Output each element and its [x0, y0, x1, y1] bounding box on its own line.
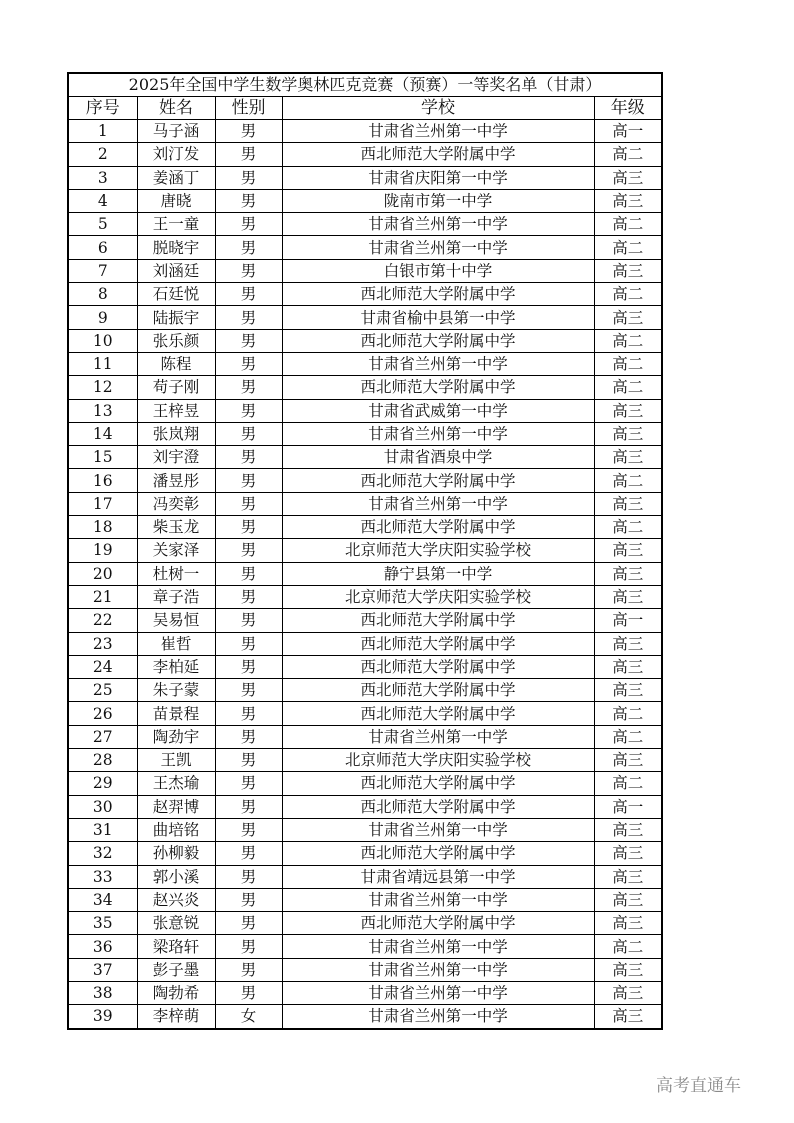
- cell-gender: 男: [215, 772, 282, 795]
- column-header-name: 姓名: [137, 97, 215, 120]
- cell-school: 甘肃省兰州第一中学: [282, 888, 594, 911]
- cell-grade: 高二: [594, 935, 662, 958]
- cell-school: 甘肃省庆阳第一中学: [282, 166, 594, 189]
- cell-name: 潘昱彤: [137, 469, 215, 492]
- cell-grade: 高二: [594, 283, 662, 306]
- cell-grade: 高二: [594, 236, 662, 259]
- cell-gender: 男: [215, 259, 282, 282]
- cell-name: 吴易恒: [137, 609, 215, 632]
- cell-gender: 男: [215, 283, 282, 306]
- cell-school: 西北师范大学附属中学: [282, 329, 594, 352]
- cell-index: 14: [68, 422, 137, 445]
- cell-school: 北京师范大学庆阳实验学校: [282, 585, 594, 608]
- cell-gender: 男: [215, 516, 282, 539]
- cell-index: 28: [68, 749, 137, 772]
- table-row: [68, 399, 662, 422]
- table-row: [68, 725, 662, 748]
- cell-school: 甘肃省榆中县第一中学: [282, 306, 594, 329]
- cell-school: 甘肃省兰州第一中学: [282, 1005, 594, 1029]
- cell-name: 陈程: [137, 352, 215, 375]
- table-row: [68, 539, 662, 562]
- cell-index: 26: [68, 702, 137, 725]
- cell-gender: 男: [215, 888, 282, 911]
- cell-grade: 高三: [594, 422, 662, 445]
- cell-index: 20: [68, 562, 137, 585]
- cell-gender: 男: [215, 562, 282, 585]
- table-row: [68, 469, 662, 492]
- cell-name: 张岚翔: [137, 422, 215, 445]
- cell-gender: 男: [215, 120, 282, 143]
- table-title: 2025年全国中学生数学奥林匹克竞赛（预赛）一等奖名单（甘肃）: [68, 73, 662, 97]
- cell-grade: 高三: [594, 865, 662, 888]
- column-header-grade: 年级: [594, 97, 662, 120]
- cell-school: 甘肃省兰州第一中学: [282, 935, 594, 958]
- cell-gender: 男: [215, 795, 282, 818]
- cell-index: 19: [68, 539, 137, 562]
- cell-school: 西北师范大学附属中学: [282, 702, 594, 725]
- column-header-gender: 性别: [215, 97, 282, 120]
- table-row: [68, 865, 662, 888]
- cell-gender: 男: [215, 842, 282, 865]
- cell-school: 西北师范大学附属中学: [282, 655, 594, 678]
- cell-name: 陶勃希: [137, 981, 215, 1004]
- cell-name: 陶劲宇: [137, 725, 215, 748]
- cell-index: 29: [68, 772, 137, 795]
- cell-school: 甘肃省兰州第一中学: [282, 422, 594, 445]
- cell-gender: 男: [215, 213, 282, 236]
- cell-index: 35: [68, 912, 137, 935]
- cell-gender: 男: [215, 865, 282, 888]
- cell-grade: 高三: [594, 912, 662, 935]
- cell-school: 甘肃省兰州第一中学: [282, 213, 594, 236]
- table-row: [68, 702, 662, 725]
- cell-school: 甘肃省兰州第一中学: [282, 492, 594, 515]
- table-row: [68, 842, 662, 865]
- cell-index: 2: [68, 143, 137, 166]
- table-row: [68, 166, 662, 189]
- cell-name: 郭小溪: [137, 865, 215, 888]
- cell-grade: 高三: [594, 632, 662, 655]
- cell-grade: 高二: [594, 143, 662, 166]
- cell-name: 章子浩: [137, 585, 215, 608]
- watermark-text: 高考直通车: [656, 1076, 741, 1096]
- cell-gender: 男: [215, 702, 282, 725]
- cell-school: 西北师范大学附属中学: [282, 632, 594, 655]
- cell-grade: 高二: [594, 516, 662, 539]
- cell-grade: 高三: [594, 958, 662, 981]
- cell-name: 王凯: [137, 749, 215, 772]
- cell-grade: 高三: [594, 842, 662, 865]
- cell-gender: 男: [215, 469, 282, 492]
- cell-school: 甘肃省兰州第一中学: [282, 725, 594, 748]
- cell-school: 西北师范大学附属中学: [282, 469, 594, 492]
- column-header-index: 序号: [68, 97, 137, 120]
- cell-school: 甘肃省酒泉中学: [282, 446, 594, 469]
- cell-gender: 男: [215, 166, 282, 189]
- table-row: [68, 236, 662, 259]
- table-row: [68, 632, 662, 655]
- cell-name: 崔哲: [137, 632, 215, 655]
- table-row: [68, 888, 662, 911]
- table-body: [68, 120, 662, 1029]
- cell-grade: 高一: [594, 609, 662, 632]
- cell-school: 甘肃省兰州第一中学: [282, 352, 594, 375]
- table-row: [68, 422, 662, 445]
- cell-name: 王杰瑜: [137, 772, 215, 795]
- cell-school: 白银市第十中学: [282, 259, 594, 282]
- award-list-sheet: [67, 72, 661, 1030]
- cell-name: 马子涵: [137, 120, 215, 143]
- cell-name: 赵兴炎: [137, 888, 215, 911]
- cell-grade: 高一: [594, 795, 662, 818]
- cell-name: 陆振宇: [137, 306, 215, 329]
- cell-grade: 高三: [594, 585, 662, 608]
- cell-grade: 高三: [594, 655, 662, 678]
- cell-name: 赵羿博: [137, 795, 215, 818]
- table-row: [68, 189, 662, 212]
- cell-grade: 高三: [594, 818, 662, 841]
- cell-gender: 女: [215, 1005, 282, 1029]
- cell-index: 1: [68, 120, 137, 143]
- cell-gender: 男: [215, 725, 282, 748]
- cell-name: 王梓昱: [137, 399, 215, 422]
- table-row: [68, 329, 662, 352]
- table-row: [68, 935, 662, 958]
- table-row: [68, 655, 662, 678]
- cell-grade: 高三: [594, 306, 662, 329]
- cell-index: 7: [68, 259, 137, 282]
- cell-name: 李梓萌: [137, 1005, 215, 1029]
- cell-index: 17: [68, 492, 137, 515]
- cell-school: 西北师范大学附属中学: [282, 795, 594, 818]
- cell-grade: 高三: [594, 492, 662, 515]
- cell-index: 5: [68, 213, 137, 236]
- cell-index: 18: [68, 516, 137, 539]
- cell-grade: 高二: [594, 352, 662, 375]
- cell-name: 孙柳毅: [137, 842, 215, 865]
- table-row: [68, 958, 662, 981]
- cell-name: 张意锐: [137, 912, 215, 935]
- cell-index: 36: [68, 935, 137, 958]
- cell-school: 陇南市第一中学: [282, 189, 594, 212]
- cell-gender: 男: [215, 935, 282, 958]
- cell-name: 张乐颜: [137, 329, 215, 352]
- cell-school: 甘肃省兰州第一中学: [282, 818, 594, 841]
- cell-gender: 男: [215, 585, 282, 608]
- cell-gender: 男: [215, 306, 282, 329]
- cell-index: 39: [68, 1005, 137, 1029]
- cell-name: 彭子墨: [137, 958, 215, 981]
- cell-school: 西北师范大学附属中学: [282, 912, 594, 935]
- header-row: [68, 97, 662, 120]
- cell-name: 冯奕彰: [137, 492, 215, 515]
- cell-name: 王一童: [137, 213, 215, 236]
- cell-grade: 高一: [594, 120, 662, 143]
- cell-gender: 男: [215, 446, 282, 469]
- table-row: [68, 749, 662, 772]
- cell-gender: 男: [215, 189, 282, 212]
- cell-grade: 高三: [594, 259, 662, 282]
- cell-gender: 男: [215, 329, 282, 352]
- cell-name: 石廷悦: [137, 283, 215, 306]
- table-row: [68, 981, 662, 1004]
- cell-name: 刘涵廷: [137, 259, 215, 282]
- cell-grade: 高二: [594, 702, 662, 725]
- cell-school: 甘肃省靖远县第一中学: [282, 865, 594, 888]
- cell-gender: 男: [215, 632, 282, 655]
- cell-name: 唐晓: [137, 189, 215, 212]
- cell-gender: 男: [215, 352, 282, 375]
- cell-school: 北京师范大学庆阳实验学校: [282, 539, 594, 562]
- cell-name: 关家泽: [137, 539, 215, 562]
- table-row: [68, 446, 662, 469]
- cell-grade: 高三: [594, 189, 662, 212]
- table-row: [68, 259, 662, 282]
- cell-index: 25: [68, 679, 137, 702]
- cell-name: 刘宇澄: [137, 446, 215, 469]
- cell-school: 西北师范大学附属中学: [282, 143, 594, 166]
- cell-index: 11: [68, 352, 137, 375]
- cell-index: 22: [68, 609, 137, 632]
- cell-school: 西北师范大学附属中学: [282, 772, 594, 795]
- cell-school: 甘肃省兰州第一中学: [282, 981, 594, 1004]
- table-row: [68, 585, 662, 608]
- cell-school: 甘肃省兰州第一中学: [282, 958, 594, 981]
- table-row: [68, 679, 662, 702]
- award-table: [67, 72, 663, 1030]
- cell-index: 38: [68, 981, 137, 1004]
- table-row: [68, 492, 662, 515]
- table-row: [68, 562, 662, 585]
- cell-gender: 男: [215, 492, 282, 515]
- cell-name: 苗景程: [137, 702, 215, 725]
- cell-gender: 男: [215, 749, 282, 772]
- table-row: [68, 352, 662, 375]
- cell-index: 37: [68, 958, 137, 981]
- cell-school: 西北师范大学附属中学: [282, 842, 594, 865]
- cell-grade: 高三: [594, 981, 662, 1004]
- cell-index: 9: [68, 306, 137, 329]
- table-row: [68, 912, 662, 935]
- cell-index: 31: [68, 818, 137, 841]
- cell-gender: 男: [215, 422, 282, 445]
- cell-grade: 高二: [594, 329, 662, 352]
- cell-school: 甘肃省兰州第一中学: [282, 236, 594, 259]
- cell-index: 13: [68, 399, 137, 422]
- cell-name: 苟子刚: [137, 376, 215, 399]
- cell-gender: 男: [215, 236, 282, 259]
- column-header-school: 学校: [282, 97, 594, 120]
- cell-grade: 高二: [594, 469, 662, 492]
- cell-index: 21: [68, 585, 137, 608]
- table-row: [68, 376, 662, 399]
- table-row: [68, 120, 662, 143]
- cell-grade: 高二: [594, 376, 662, 399]
- table-row: [68, 283, 662, 306]
- cell-gender: 男: [215, 679, 282, 702]
- cell-gender: 男: [215, 539, 282, 562]
- cell-grade: 高三: [594, 399, 662, 422]
- cell-school: 北京师范大学庆阳实验学校: [282, 749, 594, 772]
- cell-school: 西北师范大学附属中学: [282, 609, 594, 632]
- table-row: [68, 795, 662, 818]
- cell-gender: 男: [215, 981, 282, 1004]
- cell-gender: 男: [215, 376, 282, 399]
- cell-school: 静宁县第一中学: [282, 562, 594, 585]
- cell-name: 朱子蒙: [137, 679, 215, 702]
- cell-school: 西北师范大学附属中学: [282, 376, 594, 399]
- cell-grade: 高二: [594, 725, 662, 748]
- cell-name: 杜树一: [137, 562, 215, 585]
- cell-grade: 高三: [594, 1005, 662, 1029]
- cell-index: 34: [68, 888, 137, 911]
- cell-school: 西北师范大学附属中学: [282, 679, 594, 702]
- table-row: [68, 818, 662, 841]
- cell-grade: 高三: [594, 679, 662, 702]
- cell-grade: 高三: [594, 166, 662, 189]
- cell-school: 西北师范大学附属中学: [282, 516, 594, 539]
- cell-index: 8: [68, 283, 137, 306]
- cell-gender: 男: [215, 958, 282, 981]
- cell-index: 16: [68, 469, 137, 492]
- cell-name: 脱晓宇: [137, 236, 215, 259]
- title-row: [68, 73, 662, 97]
- cell-index: 23: [68, 632, 137, 655]
- table-row: [68, 609, 662, 632]
- cell-gender: 男: [215, 399, 282, 422]
- cell-gender: 男: [215, 143, 282, 166]
- cell-gender: 男: [215, 609, 282, 632]
- cell-grade: 高二: [594, 213, 662, 236]
- cell-index: 27: [68, 725, 137, 748]
- cell-index: 3: [68, 166, 137, 189]
- cell-gender: 男: [215, 912, 282, 935]
- cell-index: 33: [68, 865, 137, 888]
- cell-index: 24: [68, 655, 137, 678]
- cell-grade: 高二: [594, 772, 662, 795]
- cell-gender: 男: [215, 655, 282, 678]
- cell-index: 12: [68, 376, 137, 399]
- table-row: [68, 306, 662, 329]
- cell-school: 甘肃省兰州第一中学: [282, 120, 594, 143]
- cell-gender: 男: [215, 818, 282, 841]
- cell-school: 西北师范大学附属中学: [282, 283, 594, 306]
- cell-grade: 高三: [594, 562, 662, 585]
- cell-name: 柴玉龙: [137, 516, 215, 539]
- cell-grade: 高三: [594, 749, 662, 772]
- cell-name: 刘汀发: [137, 143, 215, 166]
- table-row: [68, 143, 662, 166]
- cell-name: 姜涵丁: [137, 166, 215, 189]
- table-row: [68, 516, 662, 539]
- cell-grade: 高三: [594, 446, 662, 469]
- cell-index: 6: [68, 236, 137, 259]
- table-row: [68, 1005, 662, 1029]
- cell-grade: 高三: [594, 539, 662, 562]
- cell-index: 15: [68, 446, 137, 469]
- cell-index: 10: [68, 329, 137, 352]
- table-row: [68, 772, 662, 795]
- cell-index: 4: [68, 189, 137, 212]
- cell-name: 曲培铭: [137, 818, 215, 841]
- table-row: [68, 213, 662, 236]
- cell-index: 32: [68, 842, 137, 865]
- cell-index: 30: [68, 795, 137, 818]
- cell-name: 梁珞轩: [137, 935, 215, 958]
- cell-school: 甘肃省武威第一中学: [282, 399, 594, 422]
- cell-name: 李柏延: [137, 655, 215, 678]
- cell-grade: 高三: [594, 888, 662, 911]
